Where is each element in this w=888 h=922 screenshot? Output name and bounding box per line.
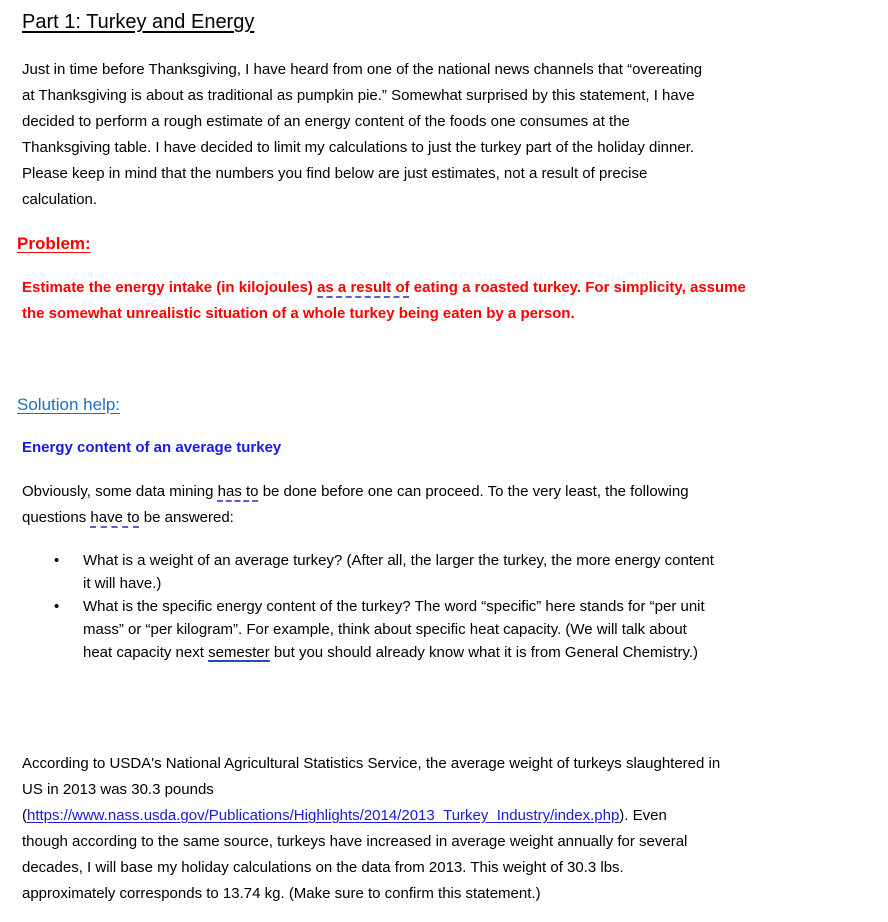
paren-open: (: [22, 807, 27, 824]
paragraph-line: [22, 505, 822, 531]
intro-line: calculation.: [22, 191, 98, 208]
list-line: mass” or “per kilogram”. For example, think about specific heat capacity. (We will talk about: [83, 621, 687, 638]
text-part: ). Even: [619, 807, 667, 824]
data-mining-paragraph: [22, 479, 822, 531]
problem-line: the somewhat unrealistic situation of a whole turkey being eaten by a person.: [22, 305, 575, 322]
grammar-underline: as a result of: [317, 279, 410, 296]
paragraph-line: [22, 479, 822, 505]
paragraph-line: US in 2013 was 30.3 pounds: [22, 781, 214, 798]
intro-line: decided to perform a rough estimate of an energy content of the foods one consumes at the: [22, 113, 630, 130]
usda-link[interactable]: https://www.nass.usda.gov/Publications/Highlights/2014/2013_Turkey_Industry/index.php: [27, 807, 620, 824]
text-part: Obviously, some data mining: [22, 483, 218, 500]
list-line: What is a weight of an average turkey? (After all, the larger the turkey, the more energy content: [83, 552, 714, 569]
grammar-underline: have to: [90, 509, 140, 526]
problem-text-part: eating a roasted turkey. For simplicity, assume: [409, 279, 746, 296]
grammar-underline: semester: [208, 644, 270, 661]
text-part: be answered:: [139, 509, 234, 526]
text-part: but you should already know what it is from General Chemistry.): [269, 644, 698, 661]
list-item: [22, 595, 822, 664]
problem-heading-label: Problem: [17, 234, 86, 253]
list-line: [83, 641, 822, 664]
paragraph-line: According to USDA's National Agricultural Statistics Service, the average weight of turkeys slaughtered in: [22, 755, 721, 772]
page-title: Part 1: Turkey and Energy: [22, 11, 255, 33]
problem-line: [22, 275, 822, 301]
text-part: heat capacity next: [83, 644, 209, 661]
energy-subheading: Energy content of an average turkey: [22, 439, 282, 456]
problem-heading-colon: :: [85, 234, 91, 253]
grammar-underline: has to: [217, 483, 259, 500]
intro-paragraph: [22, 57, 822, 213]
paragraph-line: approximately corresponds to 13.74 kg. (Make sure to confirm this statement.): [22, 885, 541, 902]
intro-line: at Thanksgiving is about as traditional as pumpkin pie.” Somewhat surprised by this statement, I have: [22, 87, 695, 104]
list-line: it will have.): [83, 575, 162, 592]
paragraph-line: though according to the same source, turkeys have increased in average weight annually for several: [22, 833, 688, 850]
intro-line: Just in time before Thanksgiving, I have heard from one of the national news channels that “overeating: [22, 61, 703, 78]
questions-list: [22, 549, 822, 664]
problem-statement: [22, 275, 822, 327]
solution-heading: Solution help:: [17, 395, 121, 414]
list-line: What is the specific energy content of the turkey? The word “specific” here stands for “per unit: [83, 598, 705, 615]
bullet-icon: •: [54, 552, 60, 569]
text-part: questions: [22, 509, 91, 526]
paragraph-line: decades, I will base my holiday calculations on the data from 2013. This weight of 30.3 lbs.: [22, 859, 624, 876]
list-item: [22, 549, 822, 595]
intro-line: Please keep in mind that the numbers you find below are just estimates, not a result of precise: [22, 165, 648, 182]
bullet-icon: •: [54, 598, 60, 615]
problem-heading: [17, 231, 817, 257]
usda-paragraph: [22, 751, 822, 907]
intro-line: Thanksgiving table. I have decided to limit my calculations to just the turkey part of the holiday dinner.: [22, 139, 695, 156]
text-part: be done before one can proceed. To the very least, the following: [258, 483, 689, 500]
paragraph-line: [22, 803, 822, 829]
problem-text-part: Estimate the energy intake (in kilojoules): [22, 279, 318, 296]
